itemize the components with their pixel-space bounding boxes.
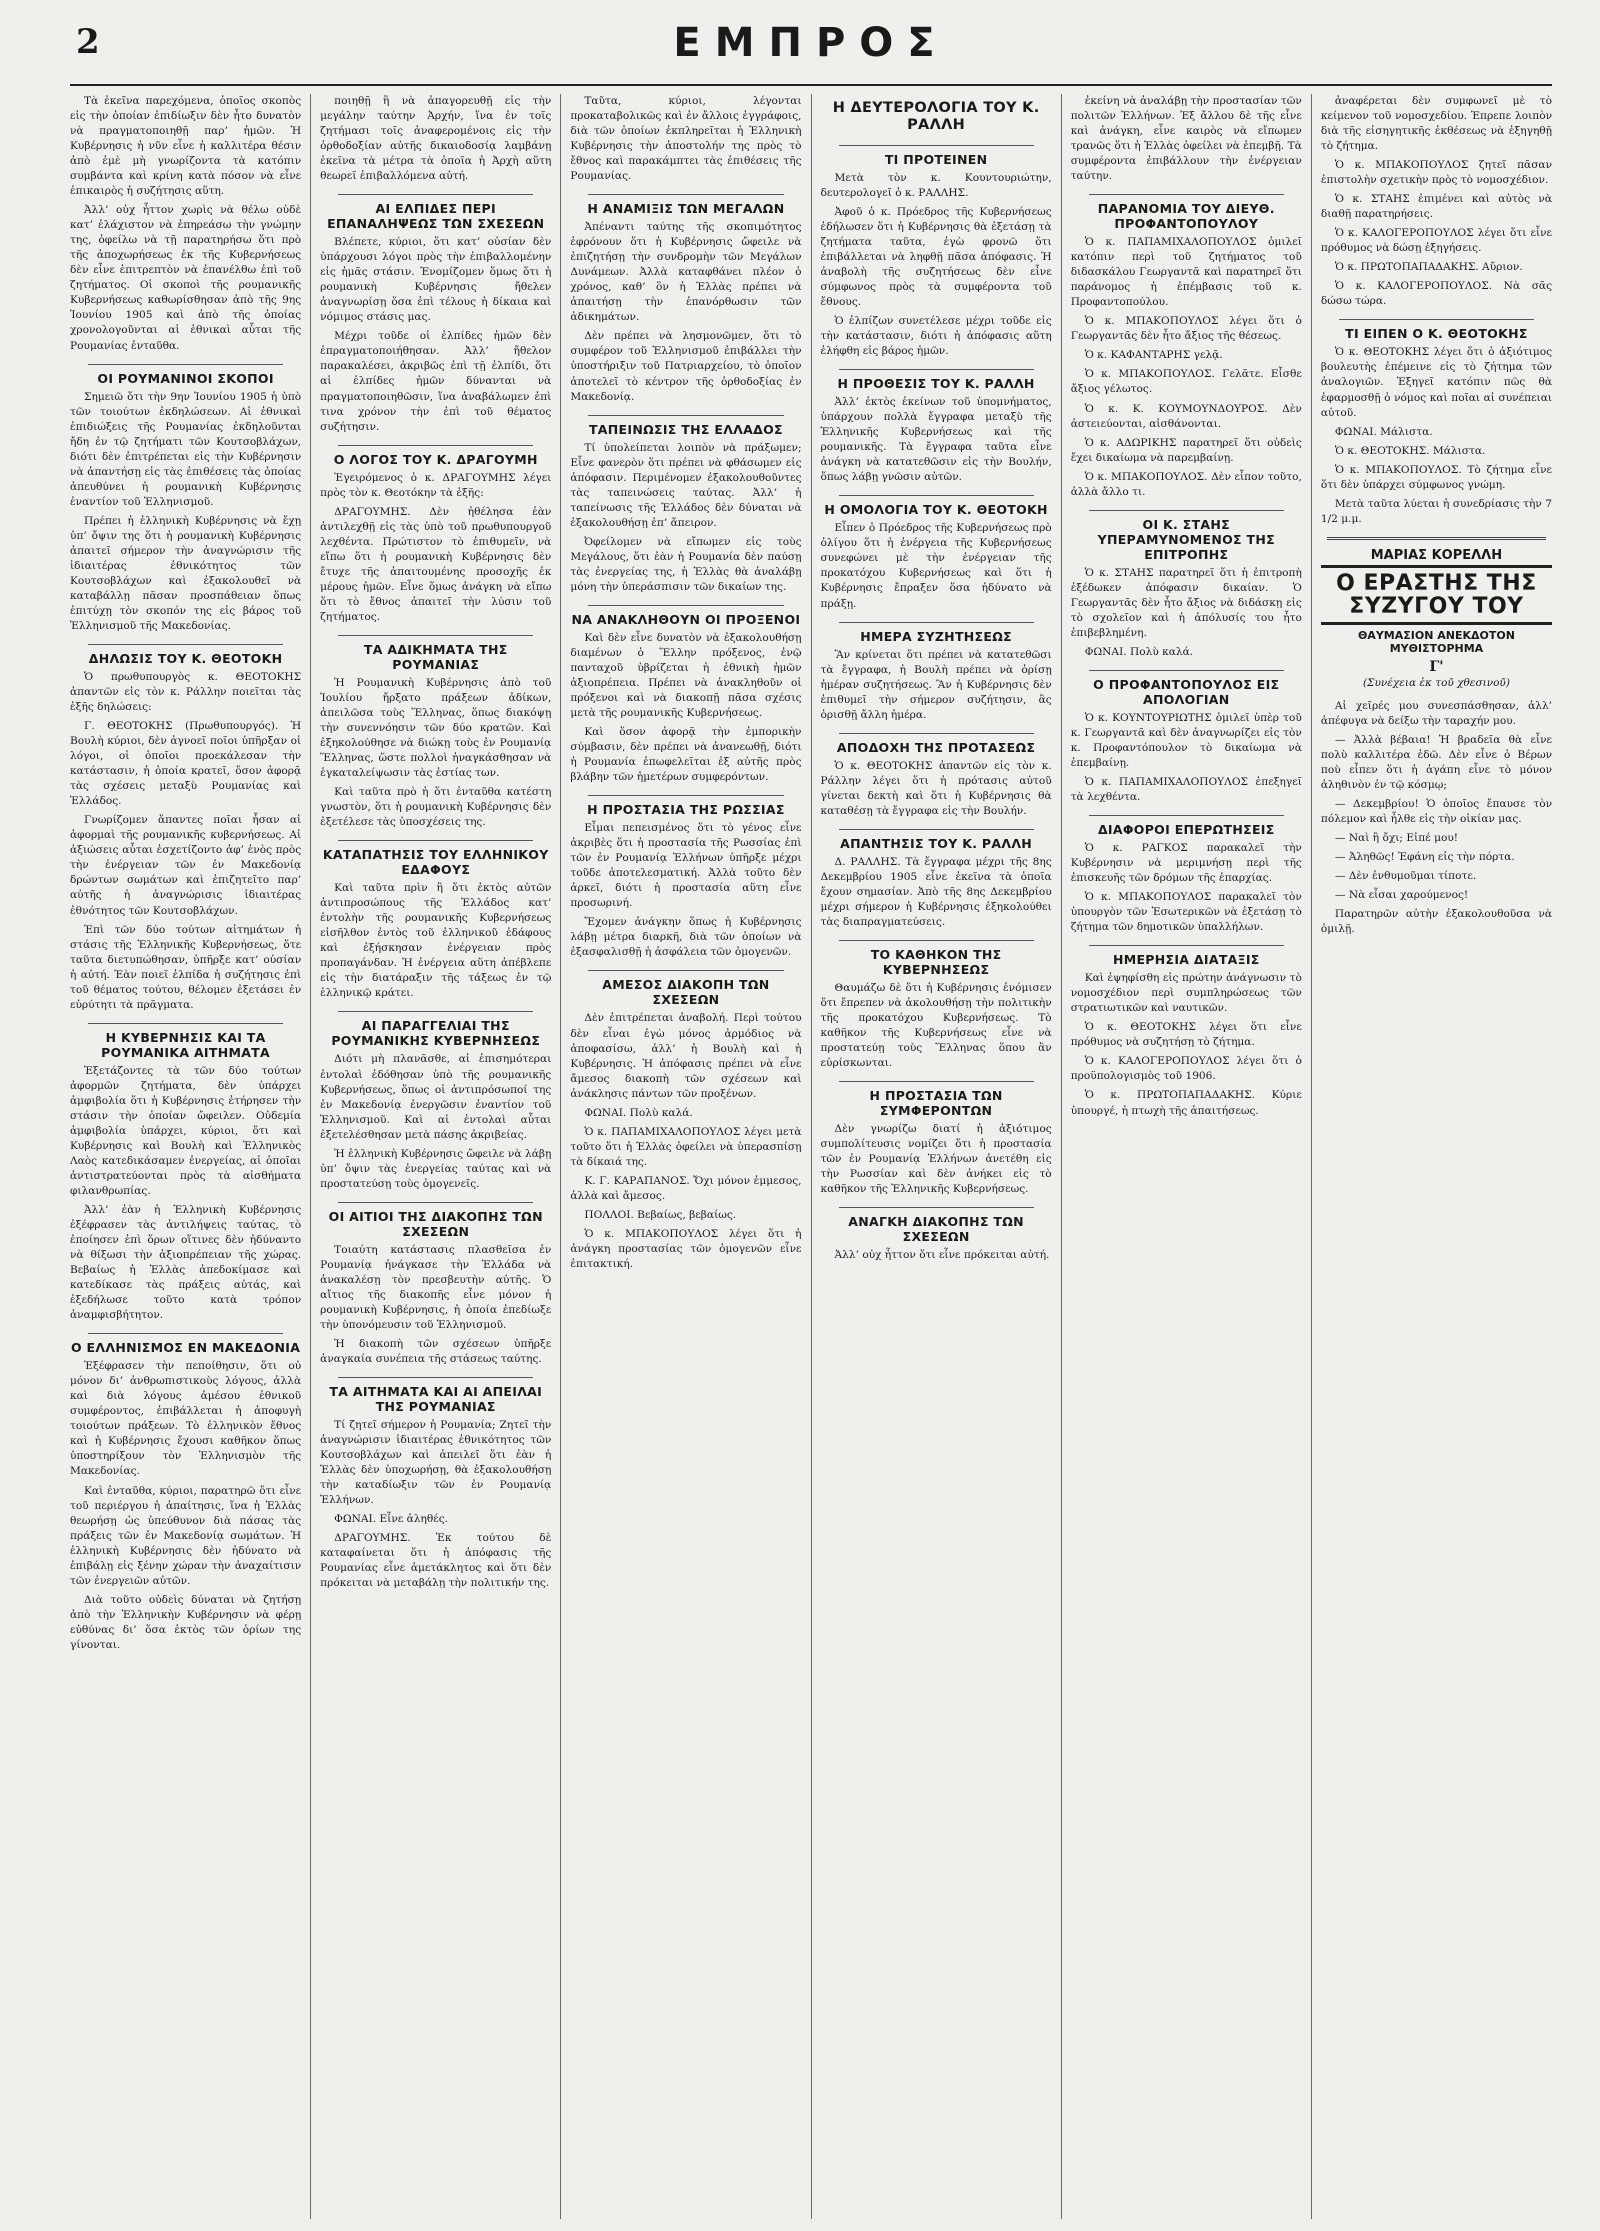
paragraph: — Ἀληθῶς! Ἐφάνη εἰς τὴν πόρτα. (1334, 851, 1515, 864)
paragraph: Καὶ δὲν εἶνε δυνατὸν νὰ ἐξακολουθήσῃ διαμένων ὁ Ἕλλην πρόξενος, ἐνῷ πανταχοῦ ὑβρίζεται ἡ ἐθνικὴ ἡμῶν ἀξιοπρέπεια. Πρέπει νὰ ἀνακληθοῦν οἱ πρόξενοι καὶ νὰ διακοπῇ πᾶσα σχέσις μετὰ τῆς ρουμανικῆς Κυβερνήσεως. (570, 631, 802, 720)
article-headline: Ο ΛΟΓΟΣ ΤΟΥ Κ. ΔΡΑΓΟΥΜΗ (333, 451, 538, 467)
paragraph: Ἀλλ’ οὐχ ἧττον ὅτι εἶνε πρόκειται αὐτή. (834, 1249, 1050, 1262)
article-block (1321, 319, 1552, 526)
headline-rule (839, 940, 1034, 941)
paragraph: Ὁ κ. ΘΕΟΤΟΚΗΣ. Μάλιστα. (1334, 444, 1486, 457)
article-block (1071, 945, 1302, 1118)
article-block (570, 194, 801, 404)
paragraph: Καὶ ἐψηφίσθη εἰς πρώτην ἀνάγνωσιν τὸ νομοσχέδιον περὶ συμπληρώσεως τῶν στρατιωτικῶν καὶ ναυτικῶν. (1070, 972, 1302, 1015)
article-headline: ΟΙ Κ. ΣΤΑΗΣ ΥΠΕΡΑΜΥΝΟΜΕΝΟΣ ΤΗΣ ΕΠΙΤΡΟΠΗΣ (1097, 516, 1275, 562)
article-headline: ΔΙΑΦΟΡΟΙ ΕΠΕΡΩΤΗΣΕΙΣ (1097, 822, 1275, 838)
article-block (320, 194, 551, 434)
paragraph: Ὁ κ. ΘΕΟΤΟΚΗΣ λέγει ὅτι εἶνε πρόθυμος νὰ συζητήσῃ τὸ ζήτημα. (1070, 1021, 1302, 1049)
paragraph: Ὀφείλομεν νὰ εἴπωμεν εἰς τοὺς Μεγάλους, ὅτι ἐὰν ἡ Ρουμανία δὲν παύσῃ τὰς ἐνεργείας της, ἡ Ἑλλὰς θὰ ἀναλάβῃ μόνη τὴν ὑπεράσπισιν τῶν δικαίων της. (570, 535, 802, 593)
article-headline: ΑΝΑΓΚΗ ΔΙΑΚΟΠΗΣ ΤΩΝ ΣΧΕΣΕΩΝ (848, 1214, 1024, 1245)
headline-rule (839, 622, 1034, 623)
article-block (70, 1333, 301, 1653)
paragraph: Ὁ κ. ΠΡΩΤΟΠΑΠΑΔΑΚΗΣ. Κύριε ὑπουργέ, ἡ πτωχὴ τῆς ἀπαιτήσεως. (1070, 1089, 1302, 1117)
paragraph: Ὁ κ. ΠΑΠΑΜΙΧΑΛΟΠΟΥΛΟΣ ἐπεξηγεῖ τὰ λεχθέντα. (1070, 776, 1302, 804)
paragraph: Ἔχομεν ἀνάγκην ὅπως ἡ Κυβέρνησις λάβῃ μέτρα διαρκῆ, διὰ τῶν ὁποίων νὰ ἐξασφαλισθῇ ἡ ἀσφάλεια τῶν ὁμογενῶν. (570, 916, 802, 959)
article-headline: ΠΑΡΑΝΟΜΙΑ ΤΟΥ ΔΙΕΥΘ. ΠΡΟΦΑΝΤΟΠΟΥΛΟΥ (1097, 201, 1275, 232)
serial-author: ΜΑΡΙΑΣ ΚΟΡΕΛΛΗ (1370, 547, 1503, 563)
article-block (320, 94, 551, 184)
paragraph: Καὶ ταῦτα πρὶν ἢ ὅτι ἐκτὸς αὐτῶν ἀντιπροσώπους τῆς Ἑλλάδος κατ’ ἐντολὴν τῆς ρουμανικῆς Κυβερνήσεως εἰσῆλθον ἐντὸς τοῦ ἑλληνικοῦ ἐδάφους καὶ ἐξήσκησαν ἐνέργειαν πρὸς προπαγάνδαν. Ἡ ἐνέργεια αὕτη ἀπέβλεπε εἰς τὴν διατάραξιν τῆς τάξεως ἐν τῷ ἑλληνικῷ κράτει. (320, 882, 552, 1000)
article-block (1321, 699, 1552, 937)
headline-rule (588, 415, 783, 416)
serial-chapter: Γ' (1429, 658, 1444, 675)
article-block (1071, 510, 1302, 660)
article-headline: ΗΜΕΡΗΣΙΑ ΔΙΑΤΑΞΙΣ (1112, 952, 1260, 968)
article-block (821, 495, 1052, 611)
article-block (70, 1023, 301, 1324)
paragraph: Ἀλλ’ ἐὰν ἡ Ἑλληνικὴ Κυβέρνησις ἐξέφρασεν τὰς ἀντιλήψεις ταύτας, τὸ ἐποίησεν ἐπὶ ὅρων οἵτινες δὲν ἠδύναντο νὰ θίξωσι τὴν ἀξιοπρέπειαν τῆς χώρας. Βεβαίως ἡ Ἑλλὰς ἀπεδοκίμασε καὶ κατεδίκασε τὰς πράξεις αὐτάς, καὶ ἐξεδήλωσε τοῦτο κατὰ τρόπον ἀναμφισβήτητον. (70, 1204, 302, 1322)
paragraph: Ὁ κ. ΜΠΑΚΟΠΟΥΛΟΣ ζητεῖ πᾶσαν ἐπιστολὴν σχετικὴν πρὸς τὸ νομοσχέδιον. (1320, 159, 1553, 187)
masthead (70, 14, 1552, 86)
paragraph: Δ. ΡΑΛΛΗΣ. Τὰ ἔγγραφα μέχρι τῆς 8ης Δεκεμβρίου 1905 εἶνε ἐκεῖνα τὰ ὁποῖα ἔχουν σημασίαν. Ἀπὸ τῆς 8ης Δεκεμβρίου μέχρι σήμερον ἡ Κυβέρνησις ἐξηκολούθει τὰς διαπραγματεύσεις. (820, 855, 1052, 928)
paragraph: Ἡ διακοπὴ τῶν σχέσεων ὑπῆρξε ἀναγκαία συνέπεια τῆς στάσεως ταύτης. (320, 1337, 552, 1365)
paragraph: Ὁ κ. ΜΠΑΚΟΠΟΥΛΟΣ παρακαλεῖ τὸν ὑπουργὸν τῶν Ἐσωτερικῶν νὰ ἐξετάσῃ τὸ ζήτημα τῶν δημοτικῶν ὑπαλλήλων. (1070, 891, 1302, 934)
paragraph: ΠΟΛΛΟΙ. Βεβαίως, βεβαίως. (584, 1208, 737, 1221)
article-headline: Η ΠΡΟΣΤΑΣΙΑ ΤΗΣ ΡΩΣΣΙΑΣ (587, 802, 785, 818)
page-number: 2 (76, 22, 100, 62)
paragraph: Τί ὑπολείπεται λοιπὸν νὰ πράξωμεν; Εἶνε φανερὸν ὅτι πρέπει νὰ φθάσωμεν εἰς ἀπόφασιν. Περιμένομεν ἐξακολουθοῦντες τὰς ταπεινώσεις ταύτας. Ἀλλ’ ἡ ταπείνωσις τῆς Ἑλλάδος δὲν δύναται νὰ ἐξακολουθήσῃ ἐπ’ ἄπειρον. (570, 441, 802, 529)
headline-rule (839, 369, 1034, 370)
article-headline: Η ΟΜΟΛΟΓΙΑ ΤΟΥ Κ. ΘΕΟΤΟΚΗ (824, 502, 1048, 518)
article-headline: ΤΑ ΑΔΙΚΗΜΑΤΑ ΤΗΣ ΡΟΥΜΑΝΙΑΣ (363, 641, 508, 672)
paragraph: Ὁ κ. Κ. ΚΟΥΜΟΥΝΔΟΥΡΟΣ. Δὲν ἀστειεύονται, αἰσθάνονται. (1070, 402, 1302, 430)
columns (70, 94, 1552, 2219)
paragraph: Ἐγειρόμενος ὁ κ. ΔΡΑΓΟΥΜΗΣ λέγει πρὸς τὸν κ. Θεοτόκην τὰ ἑξῆς: (320, 471, 552, 499)
paragraph: — Ναὶ ἢ ὄχι; Εἰπέ μου! (1334, 832, 1459, 845)
paragraph: Τί ζητεῖ σήμερον ἡ Ρουμανία; Ζητεῖ τὴν ἀναγνώρισιν ἰδιαιτέρας ἐθνικότητος τῶν Κουτσοβλάχων καὶ ἀπειλεῖ ὅτι ἐὰν ἡ Ἑλλὰς δὲν ὑποχωρήσῃ, θὰ ἐξακολουθήσῃ τὴν καταδίωξιν τῶν ἐν Ρουμανίᾳ Ἑλλήνων. (320, 1419, 552, 1507)
paragraph: Εἶπεν ὁ Πρόεδρος τῆς Κυβερνήσεως πρὸ ὀλίγου ὅτι ἡ ἐνέργεια τῆς Κυβερνήσεως συνεφώνει μὲ τὴν ἐνέργειαν τῆς προκατόχου Κυβερνήσεως καὶ ὅτι ἡ Κυβέρνησις ἔπραξεν ὅσα ἠδύνατο νὰ πράξῃ. (820, 522, 1052, 610)
paragraph: Καὶ ἐνταῦθα, κύριοι, παρατηρῶ ὅτι εἶνε τοῦ περιέργου ἡ ἀπαίτησις, ἵνα ἡ Ἑλλὰς θεωρήσῃ ὡς ὑπεύθυνον διὰ πάσας τὰς πράξεις τῶν ἐν Μακεδονίᾳ σωμάτων. Ἡ ἑλληνικὴ Κυβέρνησις δὲν ἠδύνατο νὰ ἐπιβάλῃ εἰς ξένην χώραν τὴν ἀναχαίτισιν τῶν ἐνεργειῶν αὐτῶν. (70, 1484, 302, 1587)
headline-rule (338, 445, 533, 446)
article-block (320, 445, 551, 625)
paragraph: Δὲν γνωρίζω διατί ἡ ἀξιότιμος συμπολίτευσις νομίζει ὅτι ἡ προστασία τῶν ἐν Ρουμανίᾳ Ἑλλήνων ἀνετέθη εἰς τὴν Ρωσσίαν καὶ δὲν ἀνήκει εἰς τὸ καθῆκον τῆς Ἑλληνικῆς Κυβερνήσεως. (820, 1123, 1052, 1196)
paragraph: ἀναφέρεται δὲν συμφωνεῖ μὲ τὸ κείμενον τοῦ νομοσχεδίου. Ἐπρεπε λοιπὸν διὰ τῆς εἰσηγητικῆς ἐκθέσεως νὰ ἐξηγηθῇ τὸ ζήτημα. (1320, 95, 1553, 153)
headline-rule (588, 605, 783, 606)
paragraph: Ὁ κ. ΜΠΑΚΟΠΟΥΛΟΣ. Γελᾶτε. Εἶσθε ἄξιος γέλωτος. (1070, 368, 1302, 396)
article-headline: Η ΚΥΒΕΡΝΗΣΙΣ ΚΑΙ ΤΑ ΡΟΥΜΑΝΙΚΑ ΑΙΤΗΜΑΤΑ (101, 1029, 270, 1060)
headline-rule (338, 194, 533, 195)
paragraph: ΔΡΑΓΟΥΜΗΣ. Ἐκ τούτου δὲ καταφαίνεται ὅτι ἡ ἀπόφασις τῆς Ρουμανίας εἶνε ἀμετάκλητος καὶ ὅτι δὲν πρόκειται νὰ μεταβάλῃ τὴν πολιτικήν της. (320, 1532, 552, 1590)
article-block (1321, 537, 1552, 689)
paragraph: Ὁ κ. ΚΟΥΝΤΟΥΡΙΩΤΗΣ ὁμιλεῖ ὑπὲρ τοῦ κ. Γεωργαντᾶ καὶ δὲν ἀναγνωρίζει εἰς τὸν κ. Προφαντόπουλον τὸ δικαίωμα νὰ ἐπεμβαίνῃ. (1070, 711, 1302, 769)
column-1 (70, 94, 310, 2219)
article-headline: ΤΙ ΕΙΠΕΝ Ο Κ. ΘΕΟΤΟΚΗΣ (1345, 326, 1528, 342)
paragraph: Ὁ κ. ΜΠΑΚΟΠΟΥΛΟΣ λέγει ὅτι ὁ Γεωργαντᾶς δὲν ἦτο ἄξιος τῆς θέσεως. (1070, 315, 1302, 343)
headline-rule (839, 145, 1034, 146)
serial-title: Ο ΕΡΑΣΤΗΣ ΤΗΣ ΣΥΖΥΓΟΥ ΤΟΥ (1321, 565, 1552, 625)
paragraph: Ταῦτα, κύριοι, λέγονται προκαταβολικῶς καὶ ἐν ἄλλοις ἐγγράφοις, διὰ τῶν ὁποίων ἐκπληρεῖται ἡ Ἑλληνικὴ Κυβέρνησις τὴν ἀποστολήν της πρὸς τὸ ἔθνος καὶ παρακάμπτει τὰς ἐπιθέσεις τῆς Ρουμανίας. (570, 95, 802, 183)
headline-rule (1089, 194, 1284, 195)
headline-rule (338, 1011, 533, 1012)
headline-rule (1089, 815, 1284, 816)
article-block (821, 369, 1052, 485)
paragraph: ἐκείνη νὰ ἀναλάβῃ τὴν προστασίαν τῶν πολιτῶν Ἑλλήνων. Ἐξ ἄλλου δὲ τῆς εἶνε καὶ ἀνάγκη, εἶνε καιρὸς νὰ εἴπωμεν τρανῶς ὅτι ἡ Ἑλλὰς ὀφείλει νὰ ἐπεμβῇ. Τὰ συμφέροντα ἐπιβάλλουν τὴν ἐνέργειαν ταύτην. (1070, 95, 1302, 183)
article-block (70, 644, 301, 1013)
article-block (1071, 815, 1302, 935)
column-3 (560, 94, 810, 2219)
paragraph: Αἱ χεῖρές μου συνεσπάσθησαν, ἀλλ’ ἀπέφυγα νὰ δείξω τὴν ταραχήν μου. (1320, 699, 1553, 727)
article-block (821, 1081, 1052, 1197)
paragraph: Ὁ κ. ΜΠΑΚΟΠΟΥΛΟΣ. Τὸ ζήτημα εἶνε ὅτι δὲν ὑπάρχει σύμφωνος γνώμη. (1320, 463, 1553, 491)
paragraph: Καὶ ταῦτα πρὸ ἡ ὅτι ἐνταῦθα κατέστη γνωστὸν, ὅτι ἡ ρουμανικὴ Κυβέρνησις δὲν ἐξετέλεσε τὰς ὑποσχέσεις της. (320, 786, 552, 829)
article-block (821, 829, 1052, 930)
headline-rule (1089, 945, 1284, 946)
article-headline: ΤΑ ΑΙΤΗΜΑΤΑ ΚΑΙ ΑΙ ΑΠΕΙΛΑΙ ΤΗΣ ΡΟΥΜΑΝΙΑΣ (329, 1384, 543, 1414)
paragraph: Μετὰ ταῦτα λύεται ἡ συνεδρίασις τὴν 7 1/2 μ.μ. (1320, 497, 1553, 525)
paragraph: Γνωρίζομεν ἅπαντες ποῖαι ἦσαν αἱ ἀφορμαὶ τῆς ρουμανικῆς κυβερνήσεως. Αἱ ἀξιώσεις αὗται ἐσχετίζοντο ἀφ’ ἑνὸς πρὸς τὴν ἐνέργειαν τῶν ἐν Μακεδονίᾳ δρώντων σωμάτων καὶ ἐπιζητεῖτο παρ’ αὐτῆς ἡ ἀναγνώρισις ἰδιαιτέρας ἐθνότητος τῶν Κουτσοβλάχων. (70, 814, 302, 917)
paragraph: ΦΩΝΑΙ. Εἶνε ἀληθές. (334, 1513, 449, 1526)
article-block (570, 415, 801, 595)
serial-subtitle: ΘΑΥΜΑΣΙΟΝ ΑΝΕΚΔΟΤΟΝ ΜΥΘΙΣΤΟΡΗΜΑ (1357, 628, 1515, 655)
article-block (570, 94, 801, 184)
paragraph: Ὁ κ. ΠΑΠΑΜΙΧΑΛΟΠΟΥΛΟΣ ὁμιλεῖ κατόπιν περὶ τοῦ ζητήματος τοῦ διδασκάλου Γεωργαντᾶ καὶ παρατηρεῖ ὅτι παράνομος ἡ ἐπέμβασις τοῦ κ. Προφαντοπούλου. (1070, 236, 1302, 309)
paragraph: Ὁ κ. ΚΑΦΑΝΤΑΡΗΣ γελᾷ. (1084, 349, 1223, 362)
article-block (821, 100, 1052, 135)
column-6 (1311, 94, 1552, 2219)
paragraph: Τοιαύτη κατάστασις πλασθεῖσα ἐν Ρουμανίᾳ ἠνάγκασε τὴν Ἑλλάδα νὰ ἀνακαλέσῃ τὸν πρεσβευτὴν αὐτῆς. Ὁ αἴτιος τῆς διακοπῆς εἶνε μόνον ἡ ρουμανικὴ Κυβέρνησις, ἡ ὁποία ἐπεδίωξε τὴν ὑπονόμευσιν τοῦ Ἑλληνισμοῦ. (320, 1243, 552, 1331)
headline-rule (588, 194, 783, 195)
article-block (1321, 94, 1552, 309)
article-block (821, 733, 1052, 819)
headline-rule (88, 1333, 283, 1334)
article-block (570, 605, 801, 785)
paragraph: Ὁ κ. ΚΑΛΟΓΕΡΟΠΟΥΛΟΣ λέγει ὅτι εἶνε πρόθυμος νὰ δώσῃ ἐξηγήσεις. (1320, 227, 1553, 255)
paragraph: Μέχρι τοῦδε οἱ ἐλπίδες ἡμῶν δὲν ἐπραγματοποιήθησαν. Ἀλλ’ ἤθελον παρακαλέσει, ἀκριβῶς ἐπὶ τῇ ἐλπίδι, ὅτι αἱ ἐλπίδες ἡμῶν δύνανται νὰ πραγματοποιηθῶσιν, ἵνα ἀναβάλωμεν ἐπὶ τινα χρόνον τὴν ἐπὶ τοῦ θέματος συζήτησιν. (320, 330, 552, 433)
paragraph: Διὰ τοῦτο οὐδεὶς δύναται νὰ ζητήσῃ ἀπὸ τὴν Ἑλληνικὴν Κυβέρνησιν νὰ φέρῃ εὐθύνας δι’ ὅσα ἐκτὸς τῶν ὁρίων της γίνονται. (70, 1593, 302, 1651)
paragraph: ΦΩΝΑΙ. Μάλιστα. (1334, 425, 1433, 438)
paragraph: Ὁ κ. ΘΕΟΤΟΚΗΣ ἀπαντῶν εἰς τὸν κ. Ράλλην λέγει ὅτι ἡ πρότασις αὐτοῦ γίνεται δεκτὴ καὶ ὅτι ἡ Κυβέρνησις θὰ καταθέσῃ τὰ ἔγγραφα εἰς τὴν Βουλήν. (820, 759, 1052, 817)
paragraph: Γ. ΘΕΟΤΟΚΗΣ (Πρωθυπουργός). Ἡ Βουλὴ κύριοι, δὲν ἀγνοεῖ ποῖοι ὑπῆρξαν οἱ λόγοι, οἱ ὁποῖοι προεκάλεσαν τὴν κατάστασιν, ἡ ὁποία κρατεῖ, ὅσον ἀφορᾷ τὰς σχέσεις μεταξὺ Ρουμανίας καὶ Ἑλλάδος. (70, 720, 302, 808)
serial-rule (1327, 537, 1546, 540)
newspaper-title: ΕΜΠΡΟΣ (673, 20, 949, 66)
paragraph: Ὁ ἐλπίζων συνετέλεσε μέχρι τοῦδε εἰς τὴν κατάστασιν, διότι ἡ ἀπόφασις αὕτη ἐλήφθη εἰς βάρος ἡμῶν. (820, 315, 1052, 358)
paragraph: Δὲν ἐπιτρέπεται ἀναβολή. Περὶ τούτου δὲν εἶναι ἐγὼ μόνος ἁρμόδιος νὰ ἀποφασίσω, ἀλλ’ ἡ Βουλὴ καὶ ἡ Κυβέρνησις. Ἡ ἀπόφασις πρέπει νὰ εἶνε ἄμεσος διακοπὴ τῶν σχέσεων καὶ ἀνάκλησις πάντων τῶν προξένων. (570, 1012, 802, 1100)
paragraph: Παρατηρῶν αὐτὴν ἐξακολουθοῦσα νὰ ὁμιλῇ. (1320, 908, 1553, 936)
paragraph: Ἐξετάζοντες τὰ τῶν δύο τούτων ἀφορμῶν ζητήματα, δὲν ὑπάρχει ἀμφιβολία ὅτι ἡ Κυβέρνησις ἐτήρησεν τὴν στάσιν τὴν ὁποίαν ὤφειλεν. Οὐδεμία ἀμφιβολία ὑπάρχει, κύριοι, ὅτι καὶ Κυβέρνησις καὶ Βουλὴ καὶ Ἑλληνικὸς Λαὸς κατεδικάσαμεν ἐνεργείας, αἱ ὁποῖαι ἀντιστρατεύονται πρὸς τὰ αἰσθήματα φιλανθρωπίας. (70, 1064, 302, 1197)
article-headline: ΝΑ ΑΝΑΚΛΗΘΟΥΝ ΟΙ ΠΡΟΞΕΝΟΙ (571, 611, 801, 627)
article-headline: Η ΠΡΟΣΤΑΣΙΑ ΤΩΝ ΣΥΜΦΕΡΟΝΤΩΝ (869, 1088, 1003, 1119)
headline-rule (839, 1207, 1034, 1208)
paragraph: Ἡ ἑλληνικὴ Κυβέρνησις ὤφειλε νὰ λάβῃ ὑπ’ ὄψιν τὰς ἐνεργείας ταύτας καὶ νὰ προστατεύσῃ τοὺς ὁμογενεῖς. (320, 1147, 552, 1190)
paragraph: Κ. Γ. ΚΑΡΑΠΑΝΟΣ. Ὄχι μόνον ἐμμεσος, ἀλλὰ καὶ ἄμεσος. (570, 1174, 802, 1202)
article-headline: ΑΜΕΣΟΣ ΔΙΑΚΟΠΗ ΤΩΝ ΣΧΕΣΕΩΝ (602, 977, 770, 1008)
paragraph: ΦΩΝΑΙ. Πολὺ καλά. (584, 1106, 693, 1119)
paragraph: Ἀλλ’ ἐκτὸς ἐκείνων τοῦ ὑπομνήματος, ὑπάρχουν πολλὰ ἔγγραφα μεταξὺ τῆς Ἑλληνικῆς Κυβερνήσεως καὶ τῆς ρουμανικῆς. Τὰ ἔγγραφα ταῦτα εἶνε ἀνάγκη νὰ κατατεθῶσιν εἰς τὴν Βουλήν, ὅπως λάβῃ γνῶσιν αὐτῶν. (820, 396, 1052, 484)
paragraph: Ὁ κ. ΠΑΠΑΜΙΧΑΛΟΠΟΥΛΟΣ λέγει μετὰ τοῦτο ὅτι ἡ Ἑλλὰς ὀφείλει νὰ ὑπερασπίσῃ τὰ δίκαιά της. (570, 1125, 802, 1168)
serial-note: (Συνέχεια ἐκ τοῦ χθεσινοῦ) (1362, 676, 1510, 689)
article-block (1071, 194, 1302, 500)
column-4 (811, 94, 1061, 2219)
article-block (821, 622, 1052, 723)
paragraph: Ἐπὶ τῶν δύο τούτων αἰτημάτων ἡ στάσις τῆς Ἑλληνικῆς Κυβερνήσεως, ὅτε ταῦτα διετυπώθησαν, ὑπῆρξε κατ’ οὐσίαν ἡ αὐτή. Ἐὰν ποιεῖ ἐλπίδα ἡ συζήτησις ἐπὶ τοῦ θέματος τούτου, θέλομεν ἐξετάσει ἐν εὐρύτητι τὰ πρᾶγματα. (70, 923, 302, 1011)
paragraph: Ὁ κ. ΜΠΑΚΟΠΟΥΛΟΣ λέγει ὅτι ἡ ἀνάγκη προστασίας τῶν ὁμογενῶν εἶνε ἐπιτακτική. (570, 1227, 802, 1270)
headline-rule (338, 1377, 533, 1378)
article-headline: Η ΔΕΥΤΕΡΟΛΟΓΙΑ ΤΟΥ Κ. ΡΑΛΛΗ (832, 100, 1040, 134)
headline-rule (588, 795, 783, 796)
article-headline: ΟΙ ΑΙΤΙΟΙ ΤΗΣ ΔΙΑΚΟΠΗΣ ΤΩΝ ΣΧΕΣΕΩΝ (328, 1208, 543, 1239)
article-headline: ΗΜΕΡΑ ΣΥΖΗΤΗΣΕΩΣ (860, 628, 1012, 644)
paragraph: Σημειῶ ὅτι τὴν 9ην Ἰουνίου 1905 ἡ ὑπὸ τῶν τοιούτων ἐκδηλώσεων. Αἱ ἐθνικαὶ ἐπιδιώξεις τῆς Ρουμανίας ἐκδηλοῦνται ἤδη ἐν τῷ ζητήματι τῶν Κουτσοβλάχων, διότι δὲν ἐπιτρέπεται εἰς τὴν Κυβέρνησιν νὰ ἀπαντήσῃ εἰς τὰς ἐπιθέσεις τὰς ὁποίας ἀπευθύνει ἡ ρουμανικὴ Κυβέρνησις ἐναντίον τοῦ Ἑλληνισμοῦ. (70, 390, 302, 508)
article-block (821, 940, 1052, 1071)
article-headline: Ο ΕΛΛΗΝΙΣΜΟΣ ΕΝ ΜΑΚΕΔΟΝΙΑ (70, 1340, 301, 1356)
paragraph: Δὲν πρέπει νὰ λησμονῶμεν, ὅτι τὸ συμφέρον τοῦ Ἑλληνισμοῦ ἐπιβάλλει τὴν ὑποστήριξιν τοῦ Πατριαρχείου, τὸ ὁποῖον ἀποτελεῖ τὸ κέντρον τῆς ὀρθοδοξίας ἐν Μακεδονίᾳ. (570, 330, 802, 403)
paragraph: Μετὰ τὸν κ. Κουντουριώτην, δευτερολογεῖ ὁ κ. ΡΑΛΛΗΣ. (820, 171, 1052, 199)
article-block (70, 94, 301, 354)
article-block (570, 795, 801, 960)
paragraph: Ὁ κ. ΣΤΑΗΣ ἐπιμένει καὶ αὐτὸς νὰ διαθῇ παρατηρήσεις. (1320, 193, 1553, 221)
article-block (320, 840, 551, 1001)
headline-rule (839, 829, 1034, 830)
headline-rule (588, 970, 783, 971)
paragraph: Διότι μὴ πλανᾶσθε, αἱ ἐπισημότεραι ἐντολαὶ ἐδόθησαν ὑπὸ τῆς ρουμανικῆς Κυβερνήσεως, ὅπως οἱ ἀντιπρόσωποί της ἐν Μακεδονίᾳ ἐνεργῶσιν ἐναντίον τοῦ Ἑλληνισμοῦ. Καὶ αἱ ἐντολαὶ αὗται ἐξετελέσθησαν μετὰ πάσης ἀκριβείας. (320, 1053, 552, 1141)
headline-rule (338, 635, 533, 636)
paragraph: — Νὰ εἶσαι χαρούμενος! (1334, 889, 1469, 902)
article-block (320, 635, 551, 830)
article-headline: ΑΠΑΝΤΗΣΙΣ ΤΟΥ Κ. ΡΑΛΛΗ (840, 835, 1033, 851)
paragraph: Ὁ κ. ΣΤΑΗΣ παρατηρεῖ ὅτι ἡ ἐπιτροπὴ ἐξέδωκεν ἀπόφασιν δικαίαν. Ὁ Γεωργαντᾶς δὲν ἦτο ἄξιος νὰ διδάσκῃ εἰς τὸ σχολεῖον καὶ ἡ ἀπόλυσίς του ἦτο ἐπιβεβλημένη. (1070, 566, 1302, 639)
headline-rule (338, 1202, 533, 1203)
article-block (1071, 94, 1302, 184)
paragraph: Ὁ κ. ΘΕΟΤΟΚΗΣ λέγει ὅτι ὁ ἀξιότιμος βουλευτὴς ἐπέμεινε εἰς τὸ ζήτημα τῶν ἀναλογιῶν. Ἐξηγεῖ κατόπιν πῶς θὰ ἐφαρμοσθῇ ὁ νόμος καὶ ποῖαι αἱ συνέπειαι αὐτοῦ. (1320, 346, 1553, 419)
article-headline: ΑΠΟΔΟΧΗ ΤΗΣ ΠΡΟΤΑΣΕΩΣ (836, 739, 1036, 755)
article-headline: ΤΟ ΚΑΘΗΚΟΝ ΤΗΣ ΚΥΒΕΡΝΗΣΕΩΣ (870, 946, 1002, 977)
headline-rule (1339, 319, 1534, 320)
headline-rule (839, 733, 1034, 734)
headline-rule (1089, 510, 1284, 511)
paragraph: ποιηθῇ ἢ νὰ ἀπαγορευθῇ εἰς τὴν μεγάλην ταύτην Ἀρχήν, ἵνα ἐν τοῖς ζητήμασι τοῖς ἀναφερομένοις εἰς τὴν ὀρθοδοξίαν αὐτῆς δικαιοδοσίᾳ λαμβάνῃ ἐκεῖνα τὰ μέτρα τὰ ὁποῖα ἡ Ἀρχὴ αὕτη θεωρεῖ ἐπιβαλλόμενα αὐτή. (320, 95, 552, 183)
paragraph: Ὁ κ. ΠΡΩΤΟΠΑΠΑΔΑΚΗΣ. Αὔριον. (1334, 261, 1523, 274)
article-block (320, 1011, 551, 1191)
paragraph: Βλέπετε, κύριοι, ὅτι κατ’ οὐσίαν δὲν ὑπάρχουσι λόγοι πρὸς τὴν ἐπιβαλλομένην εἰς ἡμᾶς στάσιν. Ἐνομίζομεν ὅμως ὅτι ἡ ρουμανικὴ Κυβέρνησις ἤθελεν ἀναγνωρίσῃ ὅσα ἐπὶ τέλους ἡ δίκαια καὶ νόμιμος στάσις μας. (320, 236, 552, 324)
paragraph: Τὰ ἐκεῖνα παρεχόμενα, ὁποῖος σκοπὸς εἰς τὴν ὁποίαν ἐπιδίωξιν δὲν ἦτο δυνατὸν νὰ πραγματοποιηθῇ παρ’ ἡμῶν. Ἡ Κυβέρνησις ἡ νῦν εἶνε ἡ καλλιτέρα θέσιν ἀπὸ ἐμὲ μὴ γνωρίζοντα τὰ κατόπιν συμβάντα καὶ κρίνη κατὰ πόσον νὰ εἶνε ἐπικαιρὸς ἡ συζήτησις αὕτη. (70, 95, 302, 198)
article-headline: ΟΙ ΡΟΥΜΑΝΙΝΟΙ ΣΚΟΠΟΙ (97, 370, 274, 386)
headline-rule (1089, 670, 1284, 671)
paragraph: Ὁ κ. ΜΠΑΚΟΠΟΥΛΟΣ. Δὲν εἶπον τοῦτο, ἀλλὰ ἄλλο τι. (1070, 470, 1302, 498)
paragraph: Ὁ κ. ΑΔΩΡΙΚΗΣ παρατηρεῖ ὅτι οὐδεὶς ἔχει δικαίωμα νὰ παρεμβαίνῃ. (1070, 436, 1302, 464)
paragraph: — Ἀλλὰ βέβαια! Ἡ βραδεῖα θὰ εἶνε πολὺ καλλιτέρα ἐδῶ. Δὲν εἶνε ὁ Βέρων ποὺ εἶπεν ὅτι ἡ ἀγάπη εἶνε τὸ μόνον ἀληθινὸν ἐν τῷ κόσμῳ; (1320, 734, 1553, 792)
article-headline: ΑΙ ΕΛΠΙΔΕΣ ΠΕΡΙ ΕΠΑΝΑΛΗΨΕΩΣ ΤΩΝ ΣΧΕΣΕΩΝ (327, 201, 545, 232)
article-block (70, 364, 301, 635)
paragraph: — Δεκεμβρίου! Ὁ ὁποῖος ἔπαυσε τὸν πόλεμον καὶ ἦλθε εἰς τὴν οἰκίαν μας. (1320, 798, 1553, 826)
paragraph: Θαυμάζω δὲ ὅτι ἡ Κυβέρνησις ἐνόμισεν ὅτι ἔπρεπεν νὰ ἀκολουθήσῃ τὴν πολιτικὴν τῆς προκατόχου Κυβερνήσεως. Τὸ καθῆκον τῆς Κυβερνήσεως εἶνε νὰ προστατεύῃ τοὺς Ἕλληνας ὅπου ἂν εὑρίσκωνται. (820, 981, 1052, 1070)
article-block (320, 1202, 551, 1367)
paragraph: — Δὲν ἐνθυμοῦμαι τίποτε. (1334, 870, 1477, 883)
paragraph: Ἀφοῦ ὁ κ. Πρόεδρος τῆς Κυβερνήσεως ἐδήλωσεν ὅτι ἡ Κυβέρνησις θὰ ἐξετάσῃ τὰ ζητήματα ταῦτα, ἐγὼ φρονῶ ὅτι ἐπιβάλλεται νὰ ληφθῇ πᾶσα ἀπόφασις. Ἡ ἀναβολὴ τῆς συζητήσεως δὲν εἶνε σύμφωνος πρὸς τὰ συμφέροντα τοῦ ἔθνους. (820, 205, 1052, 309)
article-headline: Ο ΠΡΟΦΑΝΤΟΠΟΥΛΟΣ ΕΙΣ ΑΠΟΛΟΓΙΑΝ (1093, 676, 1280, 707)
article-headline: ΚΑΤΑΠΑΤΗΣΙΣ ΤΟΥ ΕΛΛΗΝΙΚΟΥ ΕΔΑΦΟΥΣ (322, 847, 549, 878)
paragraph: Ὁ πρωθυπουργὸς κ. ΘΕΟΤΟΚΗΣ ἀπαντῶν εἰς τὸν κ. Ράλλην ποιεῖται τὰς ἑξῆς δηλώσεις: (70, 671, 302, 714)
headline-rule (88, 364, 283, 365)
article-headline: ΤΙ ΠΡΟΤΕΙΝΕΝ (884, 151, 988, 167)
paragraph: ΔΡΑΓΟΥΜΗΣ. Δὲν ἠθέλησα ἐὰν ἀντιλεχθῇ εἰς τὰς ὑπὸ τοῦ πρωθυπουργοῦ λεχθέντα. Πρώτιστον τὸ ἐπιθυμεῖν, νὰ εἴπω ὅτι ἡ ρουμανικὴ Κυβέρνησις δὲν ἔτυχε τῆς ἀπαιτουμένης προσοχῆς ἐκ μέρους ἡμῶν. Εἶνε ὅμως ἀνάγκη νὰ εἴπω ὅτι τὸ ἔθνος ἀπαιτεῖ τὴν λύσιν τοῦ ζητήματος. (320, 505, 552, 623)
headline-rule (338, 840, 533, 841)
paragraph: Εἶμαι πεπεισμένος ὅτι τὸ γένος εἶνε ἀκριβὲς ὅτι ἡ προστασία τῆς Ρωσσίας ἐπὶ τῶν ἐν Ρουμανίᾳ Ἑλλήνων ὑπῆρξε μέχρι τοῦδε ἀποτελεσματική. Ἀλλὰ τοῦτο δὲν ἀρκεῖ, διότι ἡ προστασία αὕτη εἶνε προσωρινή. (570, 822, 802, 910)
article-block (570, 970, 801, 1272)
article-headline: ΑΙ ΠΑΡΑΓΓΕΛΙΑΙ ΤΗΣ ΡΟΥΜΑΝΙΚΗΣ ΚΥΒΕΡΝΗΣΕΩΣ (331, 1018, 541, 1049)
paragraph: Ἀπέναντι ταύτης τῆς σκοπιμότητος ἐφρόνουν ὅτι ἡ Κυβέρνησις ὤφειλε νὰ ἐπιζητήσῃ τὴν συνδρομὴν τῶν Μεγάλων Δυνάμεων. Ἀλλὰ καταφθάνει πλέον ὁ χρόνος, καθ’ ὃν ἡ Ἑλλὰς πρέπει νὰ ἀπαιτήσῃ τὴν ἐπανόρθωσιν τῶν ἀδικημάτων. (570, 221, 802, 324)
article-block (320, 1377, 551, 1591)
paragraph: Ἂν κρίνεται ὅτι πρέπει νὰ κατατεθῶσι τὰ ἔγγραφα, ἡ Βουλὴ πρέπει νὰ ὁρίσῃ ἡμέραν συζητήσεως. Ἂν ἡ Κυβέρνησις δὲν ἐπιθυμεῖ τὴν σήμερον συζήτησιν, ἂς ὁρισθῇ ἄλλη ἡμέρα. (820, 648, 1052, 721)
article-headline: ΔΗΛΩΣΙΣ ΤΟΥ Κ. ΘΕΟΤΟΚΗ (88, 651, 283, 667)
column-2 (310, 94, 560, 2219)
paragraph: ΦΩΝΑΙ. Πολὺ καλά. (1084, 645, 1194, 658)
paragraph: Ἐξέφρασεν τὴν πεποίθησιν, ὅτι οὐ μόνον δι’ ἀνθρωπιστικοὺς λόγους, ἀλλὰ καὶ διὰ λόγους ἀμέσου ἐθνικοῦ συμφέροντος, ἐπιβάλλεται ἡ ἀποφυγὴ τοιούτων πράξεων. Τὸ ἑλληνικὸν ἔθνος καὶ ἡ Κυβέρνησις ἔχουσι καθῆκον ὅπως ὑποστηρίξουν τὸν Ἑλληνισμὸν τῆς Μακεδονίας. (70, 1360, 302, 1478)
paragraph: Ὁ κ. ΚΑΛΟΓΕΡΟΠΟΥΛΟΣ λέγει ὅτι ὁ προϋπολογισμὸς τοῦ 1906. (1070, 1055, 1302, 1083)
headline-rule (839, 1081, 1034, 1082)
article-block (1071, 670, 1302, 805)
article-block (821, 1207, 1052, 1263)
headline-rule (88, 1023, 283, 1024)
paragraph: Ἀλλ’ οὐχ ἧττον χωρὶς νὰ θέλω οὐδὲ κατ’ ἐλάχιστον νὰ ἐπηρεάσω τὴν γνώμην της, ὀφείλω νὰ τῇ παρατηρήσω ὅτι πρὸ τῆς ἀποχωρήσεως ἐκ τῆς Κυβερνήσεως δὲν εἶνε ἐπιτρεπτὸν νὰ ἐπανέλθω ἐπὶ τοῦ ζητήματος. Οἱ σκοποὶ τῆς ρουμανικῆς Κυβερνήσεως καθωρίσθησαν ἀπὸ τῆς 9ης Ἰουνίου 1905 καὶ ἀπὸ τῆς ὁποίας χρονολογοῦνται αἱ ἐθνικαὶ αὗται τῆς Ρουμανίας ἐνταῦθα. (70, 204, 302, 352)
article-headline: ΤΑΠΕΙΝΩΣΙΣ ΤΗΣ ΕΛΛΑΔΟΣ (588, 421, 783, 437)
column-5 (1061, 94, 1311, 2219)
article-headline: Η ΑΝΑΜΙΞΙΣ ΤΩΝ ΜΕΓΑΛΩΝ (587, 201, 785, 217)
paragraph: Ἡ Ρουμανικὴ Κυβέρνησις ἀπὸ τοῦ Ἰουλίου ἤρξατο πράξεων ἀδίκων, ἀπειλῶσα τοὺς Ἕλληνας, ὅπως διακόψῃ τὴν συνεννόησιν τῶν δύο κρατῶν. Καὶ ἐξηκολούθησε νὰ διώκῃ τοὺς ἐν Ρουμανίᾳ Ἕλληνας, ὥστε πολλοὶ ἠναγκάσθησαν νὰ ἐγκαταλείψωσιν τὰς ἑστίας των. (320, 676, 552, 780)
article-block (821, 145, 1052, 359)
paragraph: Καὶ ὅσον ἀφορᾷ τὴν ἐμπορικὴν σύμβασιν, δὲν πρέπει νὰ ἀνανεωθῇ, διότι ἡ Ρουμανία ἐπωφελεῖται ἐξ αὐτῆς πρὸς βλάβην τῶν ἡμετέρων συμφερόντων. (570, 726, 802, 784)
paragraph: Ὁ κ. ΡΑΓΚΟΣ παρακαλεῖ τὴν Κυβέρνησιν νὰ μεριμνήσῃ περὶ τῆς ἐπισκευῆς τῶν δρόμων τῆς ἐπαρχίας. (1070, 842, 1302, 885)
paragraph: Πρέπει ἡ ἑλληνικὴ Κυβέρνησις νὰ ἔχῃ ὑπ’ ὄψιν της ὅτι ἡ ρουμανικὴ Κυβέρνησις ἀπαιτεῖ σήμερον τὴν ἀναγνώρισιν τῆς ἰδιαιτέρας ἐθνικότητος τῶν Κουτσοβλάχων καὶ ἐξακολουθεῖ νὰ καταβάλλῃ πᾶσαν προσπάθειαν ὅπως ἐπιτύχῃ τὸν σκοπόν της εἰς βάρος τοῦ Ἑλληνισμοῦ τῆς Μακεδονίας. (70, 514, 302, 632)
article-headline: Η ΠΡΟΘΕΣΙΣ ΤΟΥ Κ. ΡΑΛΛΗ (837, 376, 1035, 392)
headline-rule (88, 644, 283, 645)
paragraph: Ὁ κ. ΚΑΛΟΓΕΡΟΠΟΥΛΟΣ. Νὰ σᾶς δώσω τώρα. (1320, 280, 1553, 308)
headline-rule (839, 495, 1034, 496)
